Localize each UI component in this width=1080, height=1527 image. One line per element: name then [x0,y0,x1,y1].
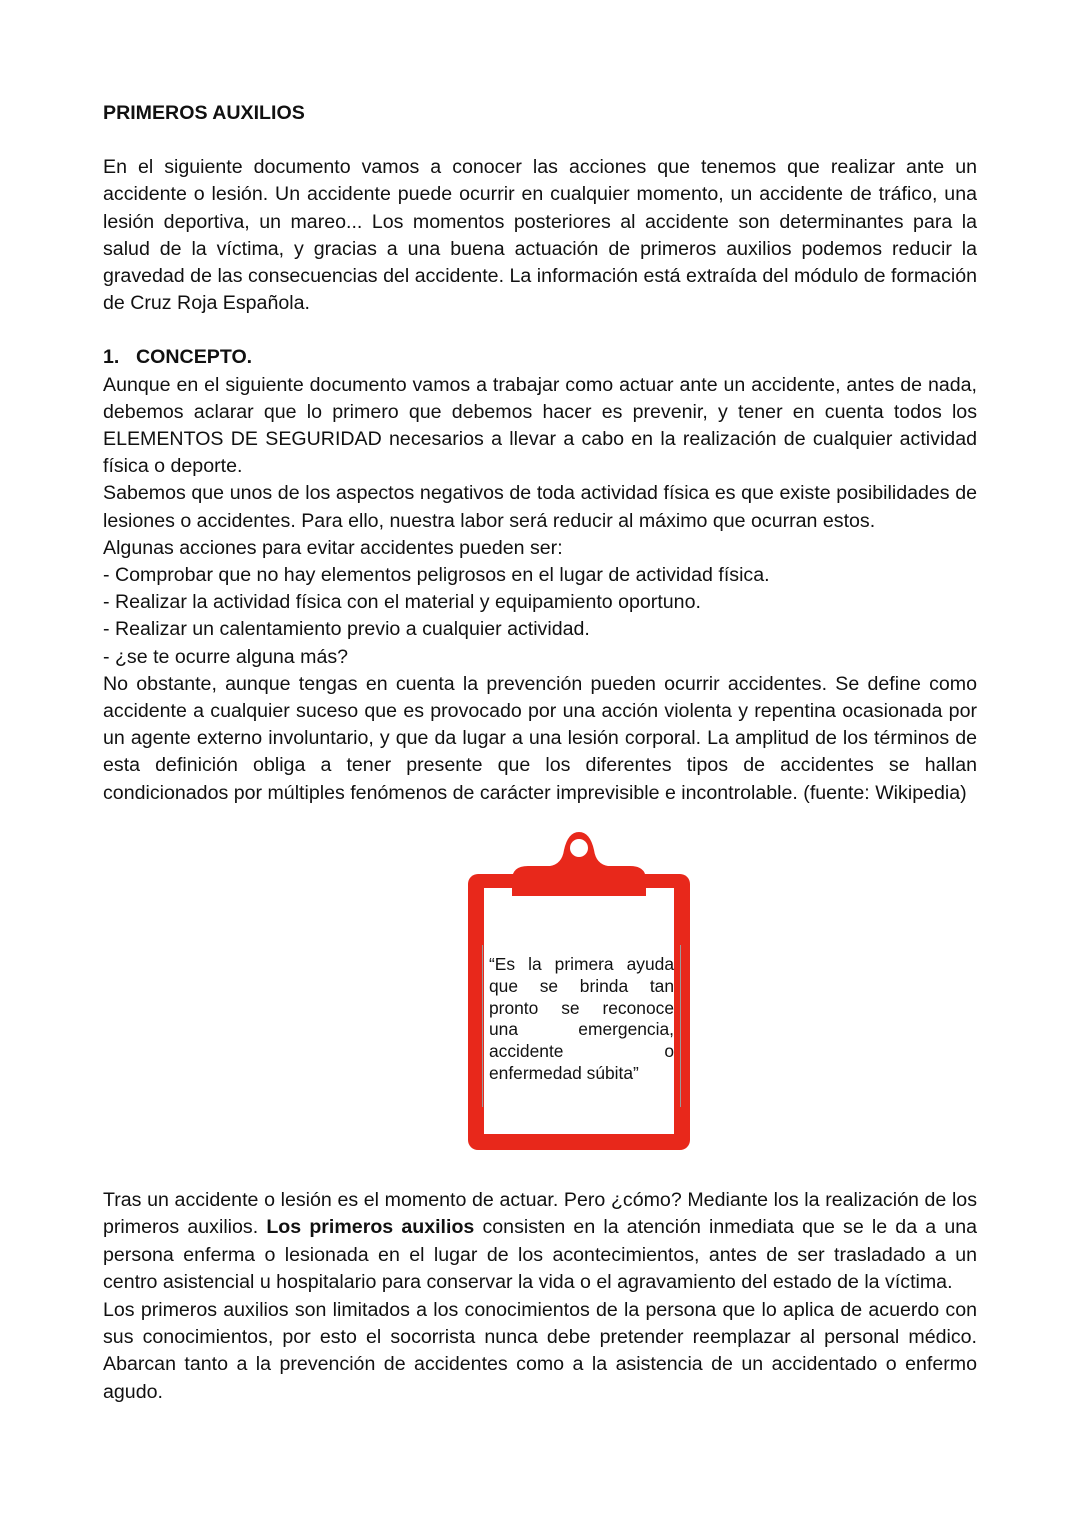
bullet-item-2: - Realizar la actividad física con el material y equipamiento oportuno. [103,591,701,614]
bullet-item-1: - Comprobar que no hay elementos peligrosos en el lugar de actividad física. [103,564,770,587]
quote-line-4: una emergencia, [489,1019,674,1040]
intro-paragraph: En el siguiente documento vamos a conocer las acciones que tenemos que realizar ante un accidente o lesión. Un accidente puede ocurrir en cualquier momento, un accidente de tráfico, una lesión deportiva, un mareo... Los momentos posteriores al accidente son determinantes para la salud de la víctima, y gracias a una buena actuación de primeros auxilios podemos reducir la gravedad de las consecuencias del accidente. La información está extraída del módulo de formación de Cruz Roja Española. [103,156,977,315]
first-aid-bold-term: Los primeros auxilios [266,1216,475,1239]
concept-paragraph-1: Aunque en el siguiente documento vamos a trabajar como actuar ante un accidente, antes de nada, debemos aclarar que lo primero que debemos hacer es prevenir, y tener en cuenta todos los ELEMENTOS DE SEGURIDAD necesarios a llevar a cabo en la realización de cualquier actividad física o deporte. [103,373,977,478]
accident-definition-paragraph: No obstante, aunque tengas en cuenta la prevención pueden ocurrir accidentes. Se define como accidente a cualquier suceso que es provocado por una acción violenta y repentina ocasionada por un agente externo involuntario, y que da lugar a una lesión corporal. La amplitud de los términos de esta definición obliga a tener presente que los diferentes tipos de accidentes se hallan condicionados por múltiples fenómenos de carácter imprevisible e incontrolable. (fuente: Wikipedia) [103,672,977,804]
bullet-item-3: - Realizar un calentamiento previo a cualquier actividad. [103,618,590,641]
quote-line-1: “Es la primera ayuda [489,954,674,974]
quote-line-6: enfermedad súbita” [489,1062,639,1083]
document-title: PRIMEROS AUXILIOS [103,102,305,124]
section-number: 1. [103,346,120,369]
first-aid-section [103,1187,977,1406]
first-aid-paragraph-1-start: Tras un accidente o lesión es el momento de actuar. Pero ¿cómo? Mediante los la realización de los primeros auxilios. [103,1189,977,1239]
quote-line-5: accidente o [489,1041,674,1062]
clipboard-hole [570,839,588,857]
section-title: CONCEPTO. [136,346,253,369]
first-aid-paragraph-1-end: consisten en la atención inmediata que se le da a una persona enferma o lesionada en el lugar de los acontecimientos, antes de ser trasladado a un centro asistencial u hospitalario para conservar la vida o el agravamiento del estado de la víctima. [103,1216,978,1294]
first-aid-paragraph-1 [103,1187,977,1297]
document-body [103,100,977,807]
bullet-item-4: - ¿se te ocurre alguna más? [103,645,349,668]
section-heading [103,344,977,371]
quote-line-3: pronto se reconoce [489,997,674,1018]
clipboard-quote [489,954,674,1085]
first-aid-paragraph-2: Los primeros auxilios son limitados a los conocimientos de la persona que lo aplica de acuerdo con sus conocimientos, por esto el socorrista nunca debe pretender reemplazar al personal médico. Abarcan tanto a la prevención de accidentes como a la asistencia de un accidentado o enfermo agudo. [103,1298,977,1403]
quote-line-2: que se brinda tan [489,975,674,996]
concept-paragraph-3: Algunas acciones para evitar accidentes pueden ser: [103,536,563,559]
concept-paragraph-2: Sabemos que unos de los aspectos negativos de toda actividad física es que existe posibilidades de lesiones o accidentes. Para ello, nuestra labor será reducir al máximo que ocurran estos. [103,482,977,532]
